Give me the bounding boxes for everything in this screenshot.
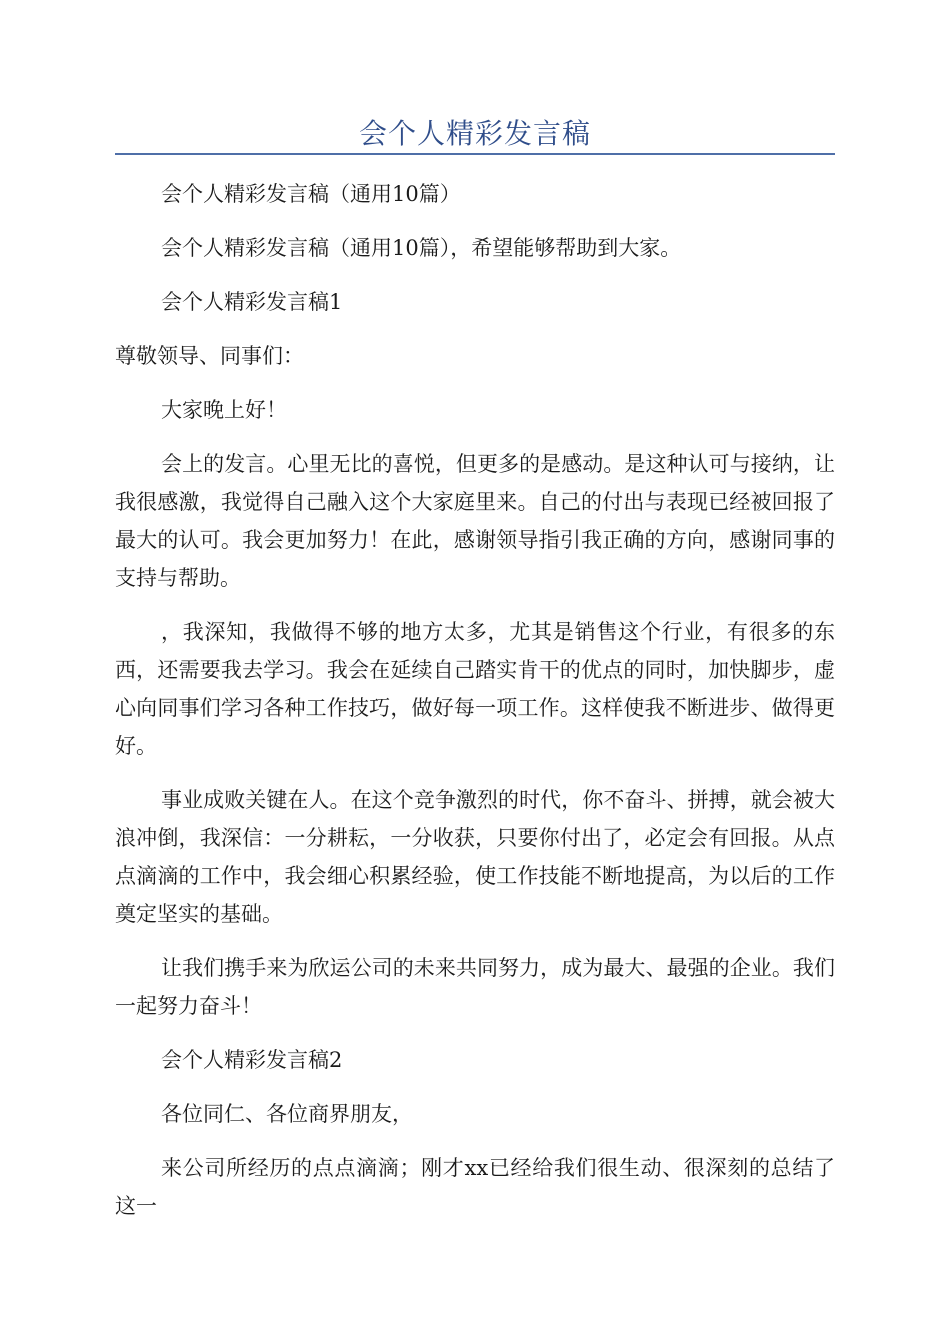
document-body xyxy=(115,175,835,1241)
section-heading: 会个人精彩发言稿2 xyxy=(161,1048,343,1072)
salutation: 尊敬领导、同事们： xyxy=(115,344,304,368)
paragraph: 会上的发言。心里无比的喜悦，但更多的是感动。是这种认可与接纳，让我很感激，我觉得自己融入这个大家庭里来。自己的付出与表现已经被回报了最大的认可。我会更加努力！在此，感谢领导指引我正确的方向，感谢同事的支持与帮助。 xyxy=(115,452,835,590)
paragraph: 会个人精彩发言稿（通用10篇），希望能够帮助到大家。 xyxy=(161,236,682,260)
paragraph: 会个人精彩发言稿（通用10篇） xyxy=(161,182,461,206)
paragraph: 事业成败关键在人。在这个竞争激烈的时代，你不奋斗、拼搏，就会被大浪冲倒，我深信：一分耕耘，一分收获，只要你付出了，必定会有回报。从点点滴滴的工作中，我会细心积累经验，使工作技能不断地提高，为以后的工作奠定坚实的基础。 xyxy=(115,788,835,926)
title-underline xyxy=(115,153,835,155)
paragraph: ，我深知，我做得不够的地方太多，尤其是销售这个行业，有很多的东西，还需要我去学习。我会在延续自己踏实肯干的优点的同时，加快脚步，虚心向同事们学习各种工作技巧，做好每一项工作。这样使我不断进步、做得更好。 xyxy=(115,620,835,758)
paragraph: 让我们携手来为欣运公司的未来共同努力，成为最大、最强的企业。我们一起努力奋斗！ xyxy=(115,956,835,1018)
document-title: 会个人精彩发言稿 xyxy=(358,117,591,150)
salutation: 各位同仁、各位商界朋友， xyxy=(161,1102,413,1126)
greeting: 大家晚上好！ xyxy=(161,398,287,422)
paragraph: 来公司所经历的点点滴滴；刚才xx已经给我们很生动、很深刻的总结了这一 xyxy=(115,1156,835,1218)
section-heading: 会个人精彩发言稿1 xyxy=(161,290,343,314)
